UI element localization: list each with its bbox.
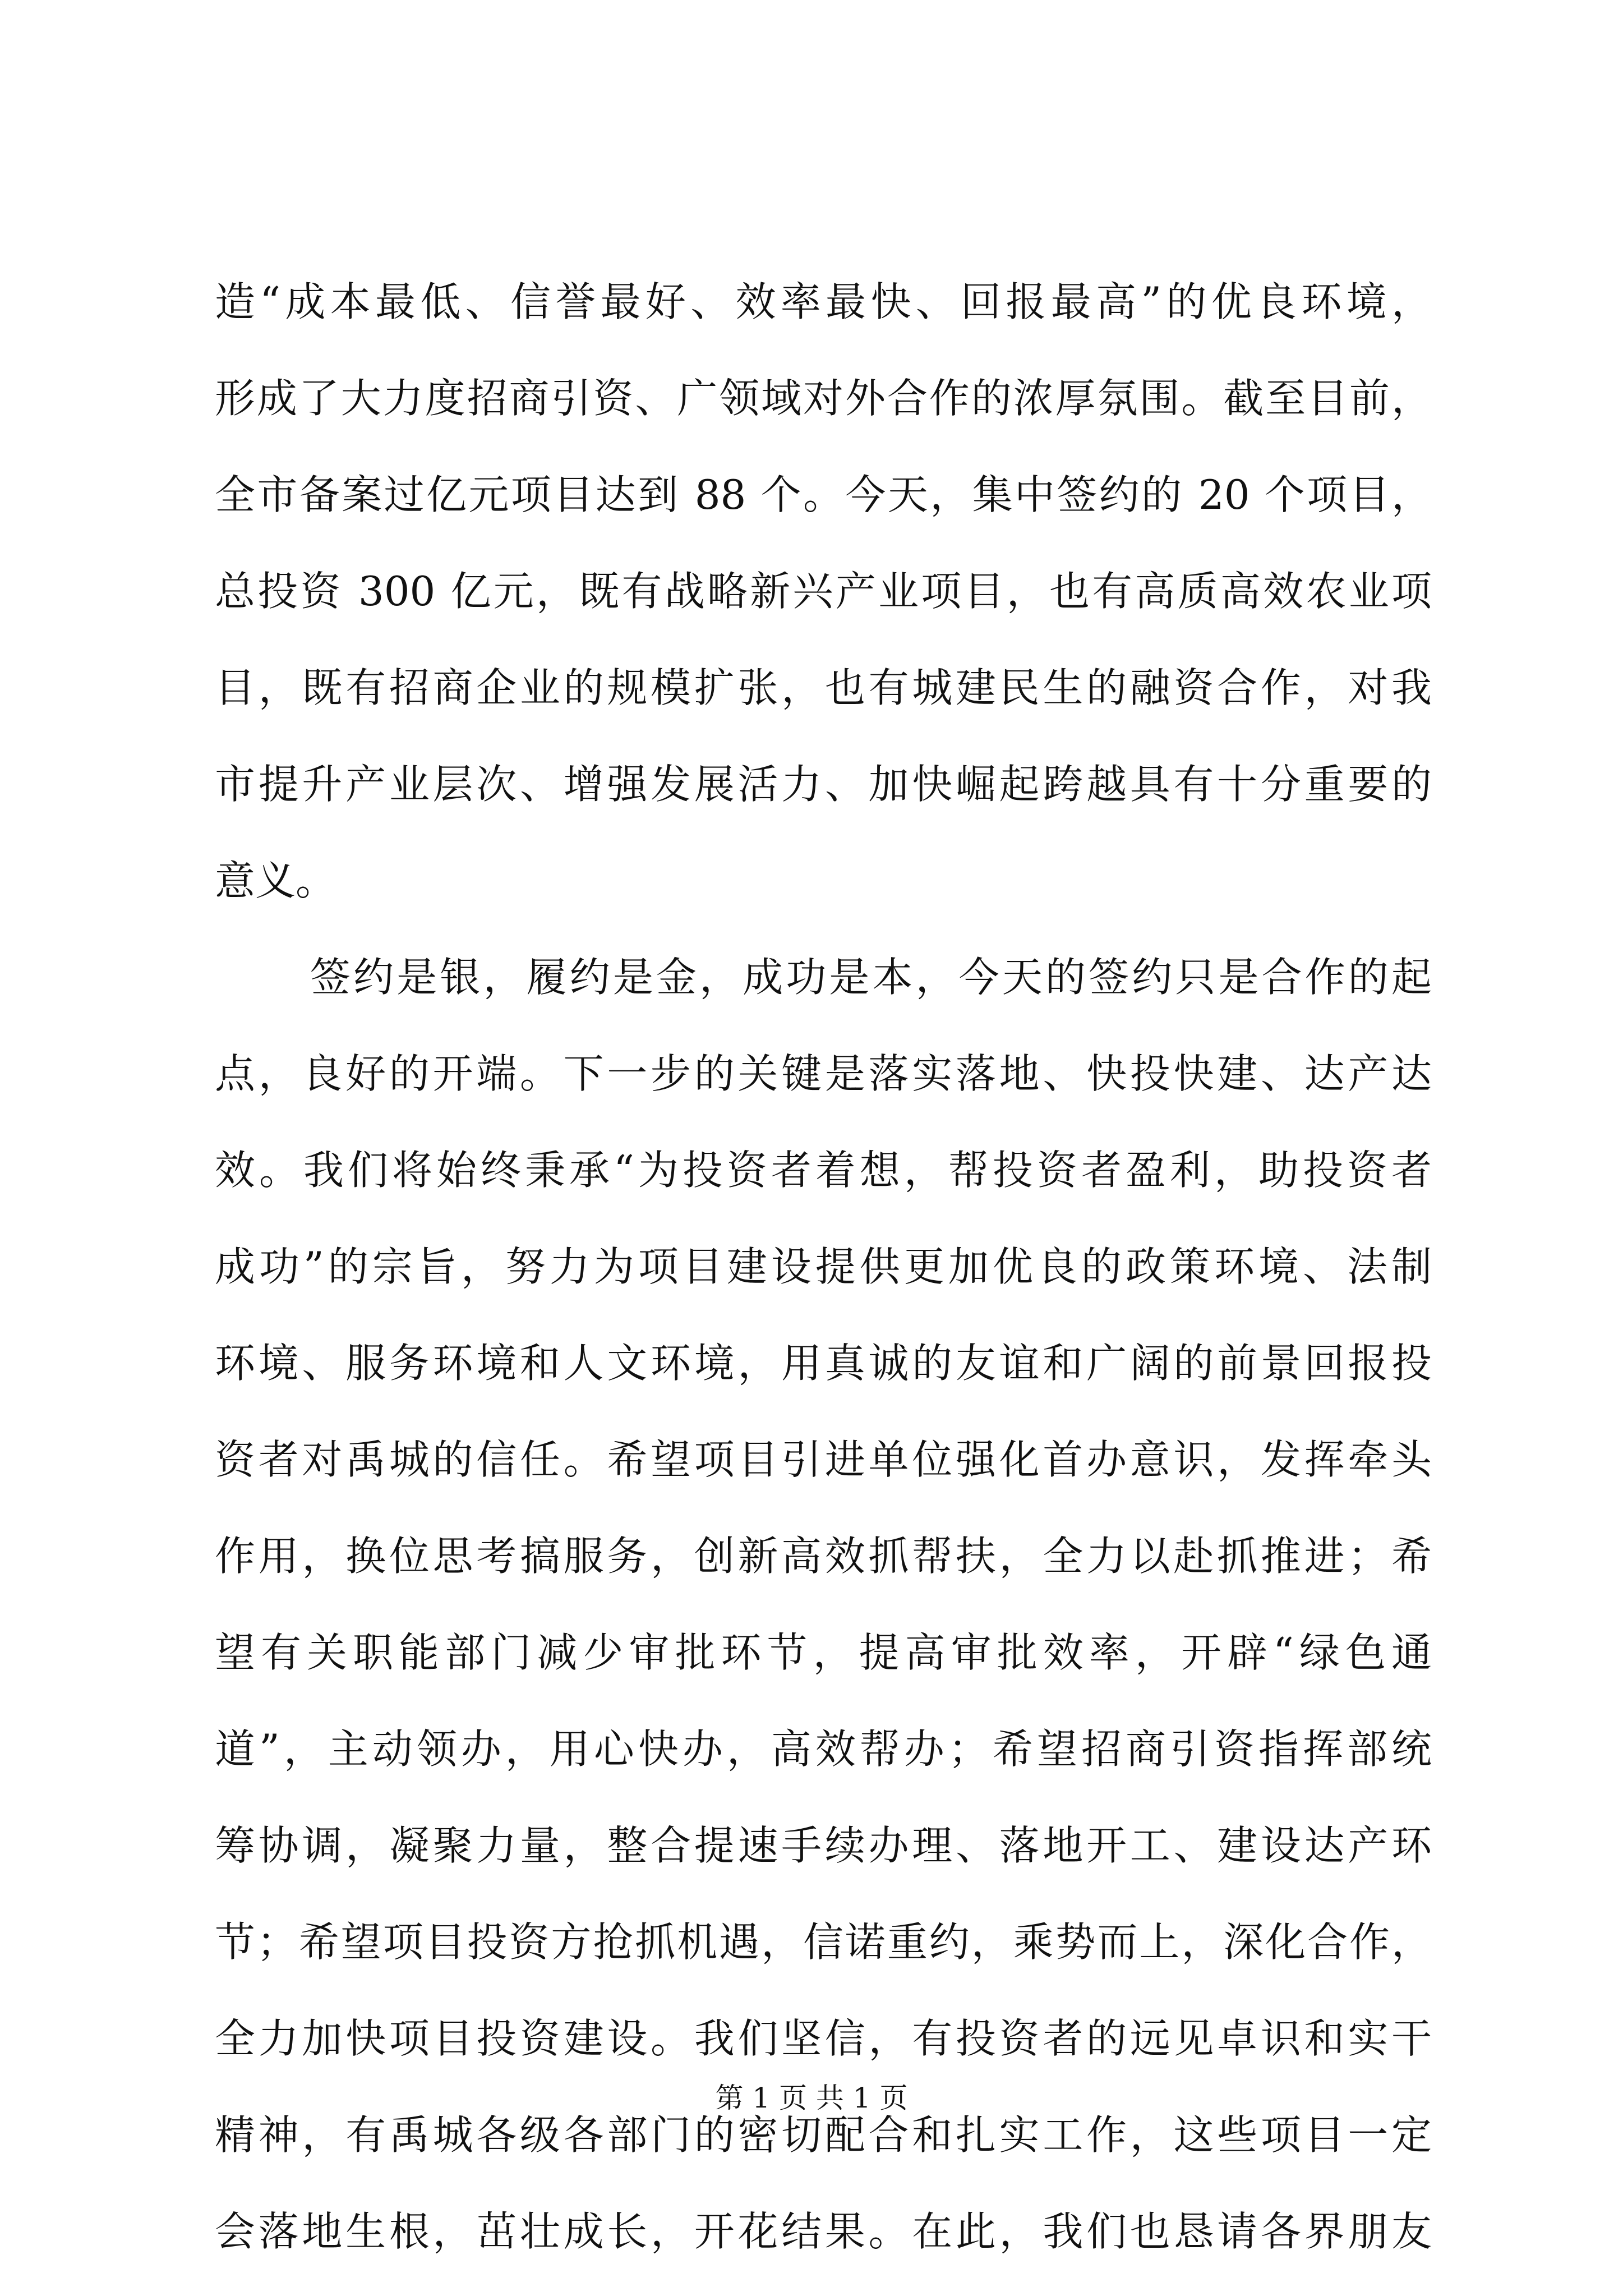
- text-line: 环境、服务环境和人文环境，用真诚的友谊和广阔的前景回报投: [215, 1340, 1432, 1387]
- text-line: 筹协调，凝聚力量，整合提速手续办理、落地开工、建设达产环: [215, 1822, 1432, 1869]
- text-line: 造“成本最低、信誉最好、效率最快、回报最高”的优良环境，: [215, 278, 1432, 325]
- text-line: 节；希望项目投资方抢抓机遇，信诺重约，乘势而上，深化合作，: [215, 1918, 1432, 1966]
- page-number: 第 1 页 共 1 页: [715, 2082, 908, 2114]
- body-text: [215, 254, 1432, 2280]
- text-line: 全市备案过亿元项目达到 88 个。今天，集中签约的 20 个项目，: [215, 471, 1432, 518]
- text-line: 道”，主动领办，用心快办，高效帮办；希望招商引资指挥部统: [215, 1726, 1432, 1773]
- text-line: 全力加快项目投资建设。我们坚信，有投资者的远见卓识和实干: [215, 2015, 1432, 2062]
- text-line: 总投资 300 亿元，既有战略新兴产业项目，也有高质高效农业项: [215, 568, 1432, 615]
- text-line: 形成了大力度招商引资、广领域对外合作的浓厚氛围。截至目前，: [215, 375, 1432, 422]
- text-line: 精神，有禹城各级各部门的密切配合和扎实工作，这些项目一定: [215, 2111, 1432, 2159]
- text-line: 资者对禹城的信任。希望项目引进单位强化首办意识，发挥牵头: [215, 1436, 1432, 1483]
- text-line: 成功”的宗旨，努力为项目建设提供更加优良的政策环境、法制: [215, 1243, 1432, 1290]
- text-line: 意义。: [215, 857, 336, 904]
- paragraph-first-line: 签约是银，履约是金，成功是本，今天的签约只是合作的起: [310, 954, 1432, 1001]
- text-line: 目，既有招商企业的规模扩张，也有城建民生的融资合作，对我: [215, 664, 1432, 711]
- text-line: 点，良好的开端。下一步的关键是落实落地、快投快建、达产达: [215, 1050, 1432, 1097]
- text-line: 效。我们将始终秉承“为投资者着想，帮投资者盈利，助投资者: [215, 1147, 1432, 1194]
- page-footer: [0, 2078, 1623, 2118]
- text-line: 作用，换位思考搞服务，创新高效抓帮扶，全力以赴抓推进；希: [215, 1533, 1432, 1580]
- text-line: 望有关职能部门减少审批环节，提高审批效率，开辟“绿色通: [215, 1629, 1432, 1676]
- text-line: 会落地生根，茁壮成长，开花结果。在此，我们也恳请各界朋友: [215, 2208, 1432, 2255]
- text-line: 市提升产业层次、增强发展活力、加快崛起跨越具有十分重要的: [215, 761, 1432, 808]
